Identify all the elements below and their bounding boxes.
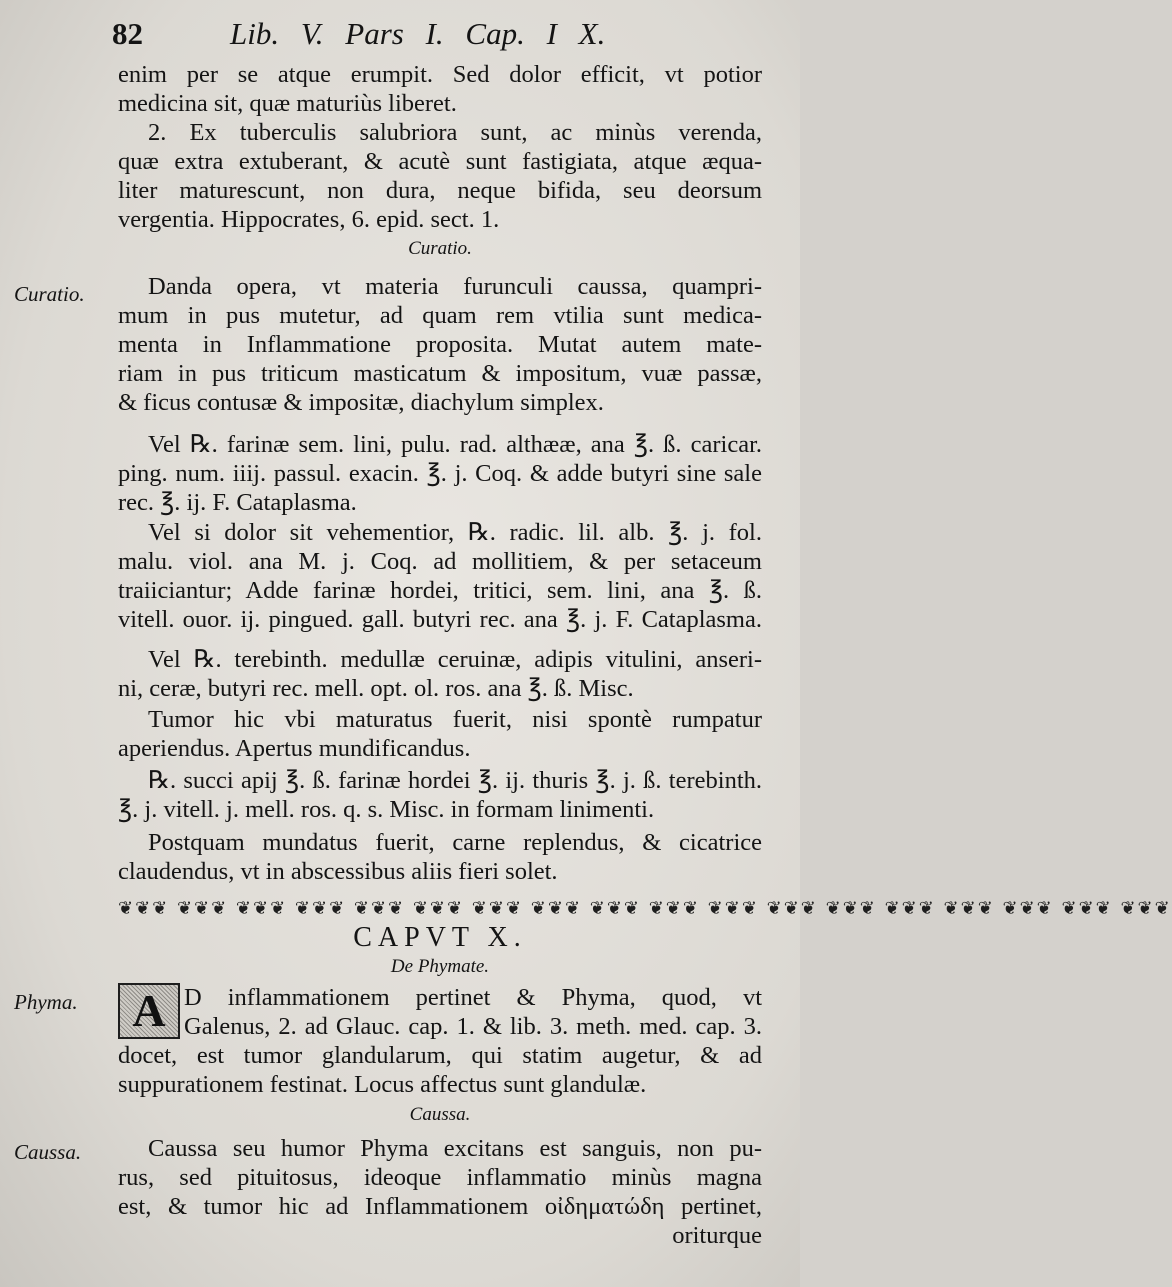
text-line: ni, ceræ, butyri rec. mell. opt. ol. ros. ana ℥. ß. Misc. (118, 675, 634, 702)
text-line: D inflammationem pertinet & Phyma, quod, vt (184, 984, 762, 1011)
recipe-1 (118, 430, 762, 517)
text-line: enim per se atque erumpit. Sed dolor efficit, vt potior (118, 61, 762, 88)
chapter-title: CAPVT X. (353, 922, 527, 953)
chapter-subtitle: De Phymate. (390, 956, 490, 977)
text-line: 2. Ex tuberculis salubriora sunt, ac minùs verenda, (148, 119, 762, 146)
text-line: est, & tumor hic ad Inflammationem οἰδηματώδη pertinet, (118, 1193, 762, 1220)
recipe-2 (118, 518, 762, 634)
text-line: quæ extra extuberant, & acutè sunt fastigiata, atque æqua- (118, 148, 762, 175)
page-header (110, 14, 770, 58)
text-line: ℥. j. vitell. j. mell. ros. q. s. Misc. in formam linimenti. (118, 796, 655, 823)
running-head: Lib. V. Pars I. Cap. I X. (230, 16, 606, 51)
text-line: Danda opera, vt materia furunculi caussa, quampri- (148, 273, 762, 300)
drop-cap: A (118, 983, 180, 1039)
text-line: malu. viol. ana M. j. Coq. ad mollitiem, & per setaceum (118, 548, 762, 575)
paragraph-phyma-b (118, 1041, 762, 1099)
text-line: traiiciantur; Adde farinæ hordei, tritici, sem. lini, ana ℥. ß. (118, 577, 762, 604)
text-line: rec. ℥. ij. F. Cataplasma. (118, 489, 357, 516)
text-line: Caussa seu humor Phyma excitans est sanguis, non pu- (148, 1135, 762, 1162)
page-number: 82 (112, 16, 143, 51)
text-line: Vel ℞. terebinth. medullæ ceruinæ, adipis vitulini, anseri- (148, 646, 762, 673)
text-line: Galenus, 2. ad Glauc. cap. 1. & lib. 3. meth. med. cap. 3. (184, 1013, 762, 1040)
text-line: ℞. succi apij ℥. ß. farinæ hordei ℥. ij. thuris ℥. j. ß. terebinth. (148, 767, 762, 794)
paragraph-phyma-a (184, 983, 762, 1041)
margin-note-caussa: Caussa. (14, 1140, 82, 1164)
text-line: Vel si dolor sit vehementior, ℞. radic. lil. alb. ℥. j. fol. (148, 519, 762, 546)
paragraph-cicatrice (118, 828, 762, 886)
text-line: Postquam mundatus fuerit, carne replendus, & cicatrice (148, 829, 762, 856)
catchword: oriturque (672, 1222, 762, 1249)
text-line: mum in pus mutetur, ad quam rem vtilia sunt medica- (118, 302, 762, 329)
paragraph-aperiendus (118, 705, 762, 763)
text-line: & ficus contusæ & impositæ, diachylum simplex. (118, 389, 604, 416)
text-line: rus, sed pituitosus, ideoque inflammatio minùs magna (118, 1164, 762, 1191)
margin-note-curatio: Curatio. (14, 282, 85, 306)
text-line: docet, est tumor glandularum, qui statim augetur, & ad (118, 1042, 762, 1069)
text-line: liter maturescunt, non dura, neque bifida, seu deorsum (118, 177, 762, 204)
text-line: Vel ℞. farinæ sem. lini, pulu. rad. althææ, ana ℥. ß. caricar. (148, 431, 762, 458)
text-line: Tumor hic vbi maturatus fuerit, nisi spontè rumpatur (148, 706, 762, 733)
paragraph-caussa (118, 1134, 762, 1250)
text-line: claudendus, vt in abscessibus aliis fieri solet. (118, 858, 558, 885)
paragraph-continuation (118, 60, 762, 118)
text-line: menta in Inflammatione proposita. Mutat autem mate- (118, 331, 762, 358)
ornament-divider: ❦❦❦ ❦❦❦ ❦❦❦ ❦❦❦ ❦❦❦ ❦❦❦ ❦❦❦ ❦❦❦ ❦❦❦ ❦❦❦ ❦❦❦ ❦❦❦ ❦❦❦ ❦❦❦ ❦❦❦ ❦❦❦ ❦❦❦ ❦❦❦ (118, 898, 1172, 919)
section-head-curatio: Curatio. (408, 238, 472, 259)
text-line: ping. num. iiij. passul. exacin. ℥. j. Coq. & adde butyri sine sale (118, 460, 762, 487)
recipe-3 (118, 645, 762, 703)
text-line: medicina sit, quæ maturiùs liberet. (118, 90, 457, 117)
paragraph-prognosis (118, 118, 762, 234)
margin-note-phyma: Phyma. (14, 990, 78, 1014)
text-line: riam in pus triticum masticatum & impositum, vuæ passæ, (118, 360, 762, 387)
paragraph-curatio (118, 272, 762, 417)
text-line: aperiendus. Apertus mundificandus. (118, 735, 471, 762)
text-line: vitell. ouor. ij. pingued. gall. butyri rec. ana ℥. j. F. Cataplasma. (118, 606, 762, 633)
section-head-caussa: Caussa. (409, 1104, 471, 1125)
text-line: vergentia. Hippocrates, 6. epid. sect. 1. (118, 206, 500, 233)
text-line: suppurationem festinat. Locus affectus sunt glandulæ. (118, 1071, 647, 1098)
recipe-4 (118, 766, 762, 824)
